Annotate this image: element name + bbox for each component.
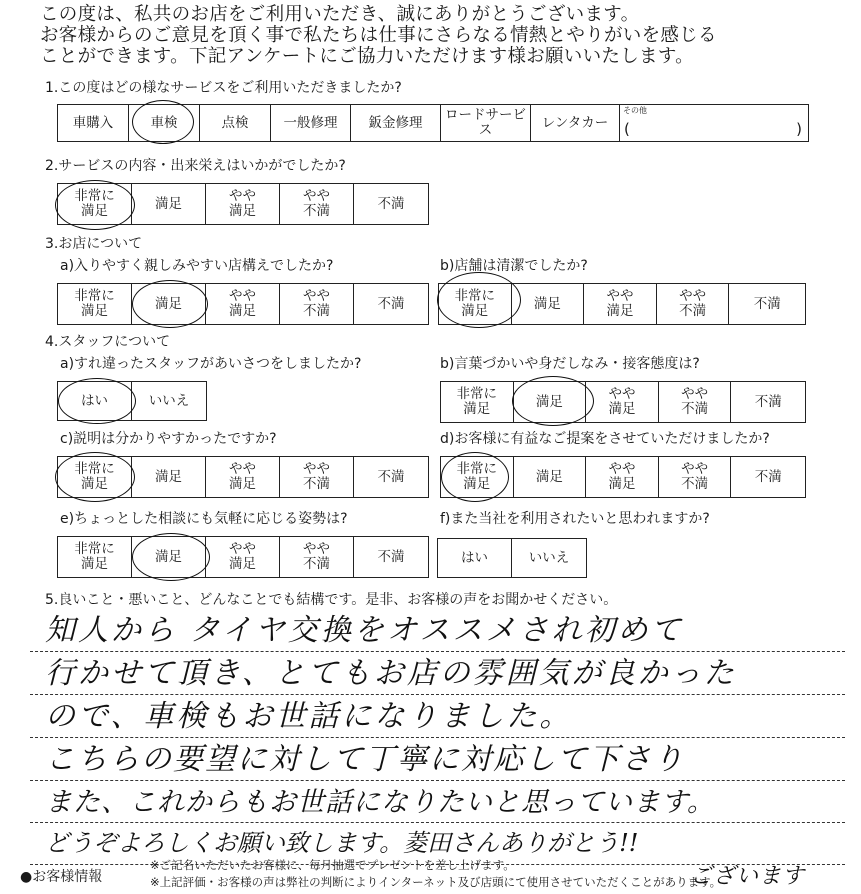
option-label: やや — [606, 288, 634, 304]
option-somewhat-satisfied[interactable] — [206, 537, 280, 577]
option-very-satisfied[interactable] — [58, 184, 132, 224]
option-label: 不満 — [303, 476, 330, 492]
handwritten-comment-line: また、これからもお世話になりたいと思っています。 — [45, 787, 715, 818]
option-label: やや — [681, 461, 709, 477]
option-satisfied[interactable] — [132, 457, 206, 497]
q4f-options — [437, 538, 587, 578]
option-label: いいえ — [528, 549, 570, 566]
option-very-satisfied[interactable] — [58, 284, 132, 324]
q1-option-general-repair[interactable] — [271, 105, 351, 141]
paren-open: ( — [624, 120, 630, 138]
option-label: 不満 — [303, 556, 330, 572]
option-very-satisfied[interactable] — [441, 382, 514, 422]
option-label: 満足 — [535, 393, 563, 410]
option-label: 不満 — [377, 195, 405, 212]
option-somewhat-satisfied[interactable] — [206, 457, 280, 497]
option-label: 満足 — [533, 295, 561, 312]
option-label: やや — [679, 288, 707, 304]
option-label: 不満 — [754, 393, 782, 410]
option-dissatisfied[interactable] — [731, 457, 805, 497]
option-label: やや — [608, 386, 636, 402]
option-label: 非常に — [74, 461, 115, 477]
option-label: 不満 — [377, 295, 405, 312]
option-label: 満足 — [155, 195, 182, 212]
option-somewhat-dissatisfied[interactable] — [280, 284, 354, 324]
option-label: 不満 — [377, 548, 405, 565]
option-label: 一般修理 — [283, 114, 338, 131]
option-somewhat-dissatisfied[interactable] — [657, 284, 730, 324]
option-label: 満足 — [229, 203, 256, 219]
other-label: その他 — [623, 106, 647, 115]
writing-line — [30, 694, 845, 695]
q1-option-inspection[interactable] — [200, 105, 271, 141]
option-label: やや — [229, 188, 256, 204]
option-satisfied[interactable] — [514, 457, 587, 497]
option-somewhat-dissatisfied[interactable] — [659, 382, 732, 422]
q1-title: 1.この度はどの様なサービスをご利用いただきましたか? — [45, 80, 402, 96]
option-label: 不満 — [681, 476, 709, 492]
option-satisfied[interactable] — [132, 184, 206, 224]
q1-option-rental[interactable] — [531, 105, 620, 141]
q3a-title: a)入りやすく親しみやすい店構えでしたか? — [60, 258, 334, 274]
q1-option-shaken[interactable] — [129, 105, 200, 141]
option-somewhat-satisfied[interactable] — [206, 184, 280, 224]
writing-line — [30, 822, 845, 823]
option-label: 非常に — [456, 461, 498, 477]
option-label: レンタカー — [541, 114, 609, 131]
q3b-options — [438, 283, 806, 325]
option-dissatisfied[interactable] — [354, 457, 428, 497]
option-label: はい — [81, 392, 108, 409]
handwritten-comment-line: 行かせて頂き、とてもお店の雰囲気が良かった — [45, 656, 737, 691]
other-input[interactable] — [624, 122, 802, 137]
option-somewhat-satisfied[interactable] — [206, 284, 280, 324]
q2-options — [57, 183, 429, 225]
q5-title: 5.良いこと・悪いこと、どんなことでも結構です。是非、お客様の声をお聞かせください。 — [45, 592, 618, 608]
q3-title: 3.お店について — [45, 236, 143, 252]
q2-title: 2.サービスの内容・出来栄えはいかがでしたか? — [45, 158, 346, 174]
option-label: やや — [608, 461, 636, 477]
option-label: 満足 — [155, 548, 182, 565]
option-satisfied[interactable] — [514, 382, 587, 422]
option-label: 車購入 — [72, 114, 114, 131]
q4e-options — [57, 536, 429, 578]
q4-title: 4.スタッフについて — [45, 334, 171, 350]
q4a-options — [57, 381, 207, 421]
option-label: 非常に — [74, 288, 115, 304]
option-label: いいえ — [148, 392, 190, 409]
option-label: 車検 — [150, 114, 178, 131]
q3a-options — [57, 283, 429, 325]
option-label: やや — [229, 288, 256, 304]
option-label: ロードサービス — [445, 107, 526, 138]
option-label: 満足 — [229, 556, 256, 572]
option-dissatisfied[interactable] — [354, 184, 428, 224]
option-label: やや — [303, 541, 330, 557]
option-satisfied[interactable] — [132, 537, 206, 577]
handwritten-comment-line: 知人から タイヤ交換をオススメされ初めて — [45, 613, 684, 648]
option-label: 満足 — [463, 401, 491, 417]
option-somewhat-satisfied[interactable] — [584, 284, 657, 324]
option-somewhat-satisfied[interactable] — [586, 457, 659, 497]
option-yes[interactable] — [438, 539, 512, 577]
option-label: 満足 — [535, 468, 563, 485]
q3b-title: b)店舗は清潔でしたか? — [440, 258, 588, 274]
q1-option-road-service[interactable] — [441, 105, 531, 141]
handwritten-comment-line: どうぞよろしくお願い致します。菱田さんありがとう!! — [45, 829, 639, 857]
intro-line: この度は、私共のお店をご利用いただき、誠にありがとうございます。 — [40, 4, 640, 25]
option-label: 満足 — [81, 556, 108, 572]
option-label: やや — [681, 386, 709, 402]
q1-options — [57, 104, 809, 142]
option-label: 不満 — [679, 303, 707, 319]
option-no[interactable] — [132, 382, 206, 420]
option-label: やや — [229, 461, 256, 477]
customer-info-label: ●お客様情報 — [20, 869, 103, 885]
q4d-title: d)お客様に有益なご提案をさせていただけましたか? — [440, 431, 770, 447]
option-label: やや — [303, 288, 330, 304]
q1-option-purchase[interactable] — [58, 105, 129, 141]
option-label: 満足 — [461, 303, 489, 319]
option-somewhat-dissatisfied[interactable] — [280, 537, 354, 577]
option-label: 満足 — [608, 476, 636, 492]
option-label: 満足 — [229, 303, 256, 319]
option-satisfied[interactable] — [132, 284, 206, 324]
option-label: 満足 — [463, 476, 491, 492]
option-dissatisfied[interactable] — [731, 382, 805, 422]
q4d-options — [440, 456, 806, 498]
writing-line — [30, 780, 845, 781]
q1-option-other[interactable] — [620, 105, 808, 141]
option-label: やや — [229, 541, 256, 557]
q4c-options — [57, 456, 429, 498]
option-label: 満足 — [81, 303, 108, 319]
option-label: 満足 — [155, 468, 182, 485]
option-label: 非常に — [74, 188, 115, 204]
option-label: 鈑金修理 — [368, 114, 423, 131]
option-very-satisfied[interactable] — [58, 537, 132, 577]
option-label: 非常に — [74, 541, 115, 557]
option-somewhat-dissatisfied[interactable] — [659, 457, 732, 497]
intro-text — [40, 4, 850, 67]
option-no[interactable] — [512, 539, 586, 577]
option-somewhat-satisfied[interactable] — [586, 382, 659, 422]
option-label: 不満 — [303, 203, 330, 219]
option-dissatisfied[interactable] — [354, 284, 428, 324]
option-somewhat-dissatisfied[interactable] — [280, 184, 354, 224]
q4f-title: f)また当社を利用されたいと思われますか? — [440, 511, 710, 527]
option-label: はい — [461, 549, 488, 566]
option-label: 満足 — [608, 401, 636, 417]
option-label: 不満 — [753, 295, 781, 312]
option-very-satisfied[interactable] — [439, 284, 512, 324]
q4b-options — [440, 381, 806, 423]
handwritten-comment-line: ございます — [690, 864, 806, 889]
q1-option-bodywork[interactable] — [351, 105, 441, 141]
option-label: 満足 — [81, 476, 108, 492]
option-dissatisfied[interactable] — [354, 537, 428, 577]
option-dissatisfied[interactable] — [729, 284, 805, 324]
intro-line: お客様からのご意見を頂く事で私たちは仕事にさらなる情熱とやりがいを感じる — [40, 25, 717, 46]
option-label: 満足 — [606, 303, 634, 319]
writing-line — [30, 651, 845, 652]
q4b-title: b)言葉づかいや身だしなみ・接客態度は? — [440, 356, 700, 372]
option-label: 不満 — [303, 303, 330, 319]
option-label: やや — [303, 188, 330, 204]
option-very-satisfied[interactable] — [58, 457, 132, 497]
option-label: 満足 — [81, 203, 108, 219]
option-label: 満足 — [229, 476, 256, 492]
option-somewhat-dissatisfied[interactable] — [280, 457, 354, 497]
option-yes[interactable] — [58, 382, 132, 420]
q4c-title: c)説明は分かりやすかったですか? — [60, 431, 277, 447]
option-label: 不満 — [754, 468, 782, 485]
option-label: やや — [303, 461, 330, 477]
option-label: 不満 — [377, 468, 405, 485]
option-satisfied[interactable] — [512, 284, 585, 324]
handwritten-comment-line: ので、車検もお世話になりました。 — [45, 699, 573, 734]
handwritten-comment-line: こちらの要望に対して丁寧に対応して下さり — [45, 742, 685, 777]
option-label: 非常に — [456, 386, 498, 402]
option-very-satisfied[interactable] — [441, 457, 514, 497]
option-label: 非常に — [454, 288, 496, 304]
footer-note-1: ※ご記名いただいたお客様に、毎月抽選でプレゼントを差し上げます。 — [150, 858, 515, 872]
option-label: 点検 — [221, 114, 249, 131]
q4e-title: e)ちょっとした相談にも気軽に応じる姿勢は? — [60, 511, 348, 527]
footer-note-2: ※上記評価・お客様の声は弊社の判断によりインターネット及び店頭にて使用させていただくことがあります。 — [150, 875, 722, 889]
option-label: 不満 — [681, 401, 709, 417]
intro-line: ことができます。下記アンケートにご協力いただけます様お願いいたします。 — [40, 46, 694, 67]
writing-line — [30, 737, 845, 738]
q4a-title: a)すれ違ったスタッフがあいさつをしましたか? — [60, 356, 362, 372]
option-label: 満足 — [155, 295, 182, 312]
paren-close: ) — [796, 120, 802, 138]
